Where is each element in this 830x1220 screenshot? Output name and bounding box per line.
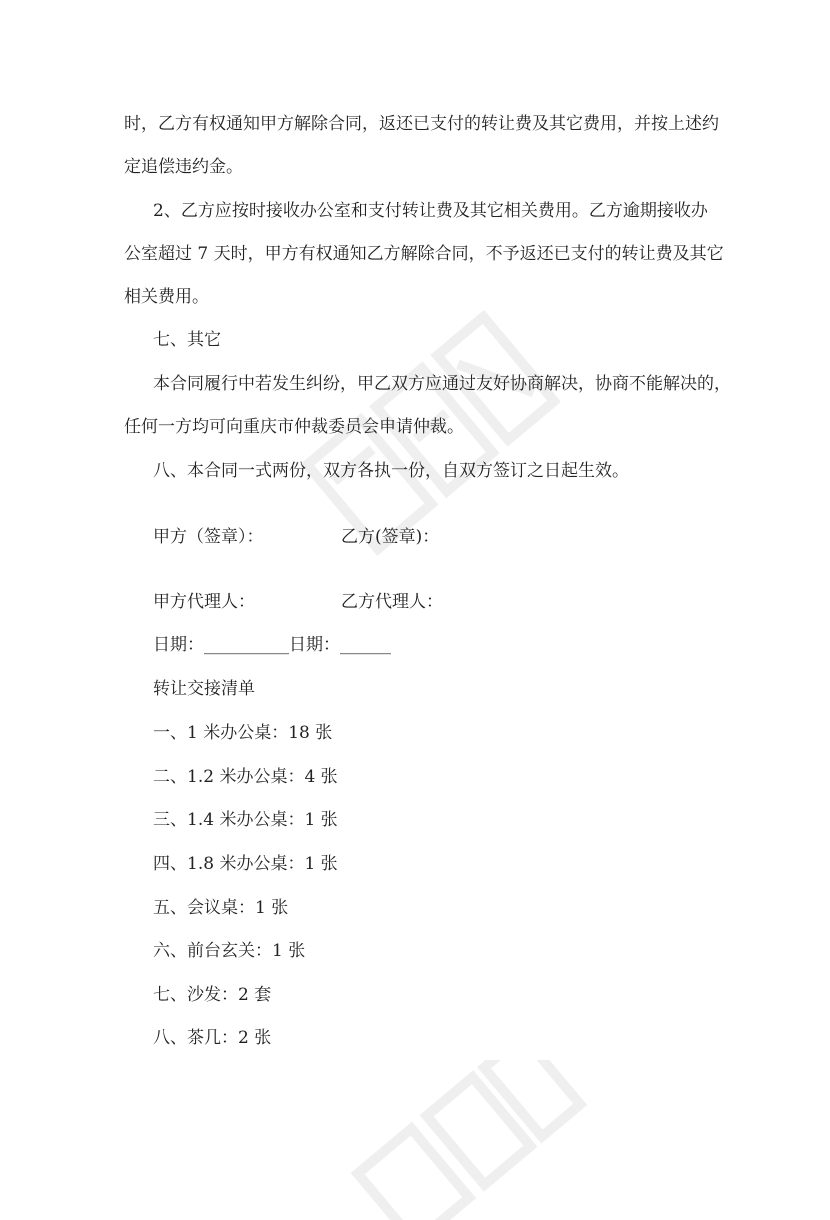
- party-b-seal-label: 乙方(签章)：: [341, 527, 440, 547]
- party-a-seal-label: 甲方（签章）：: [153, 527, 264, 547]
- paragraph-line: 2、乙方应按时接收办公室和支付转让费及其它相关费用。乙方逾期接收办: [153, 201, 708, 221]
- list-item: 一、1 米办公桌：18 张: [153, 723, 333, 743]
- watermark-icon: [330, 1060, 590, 1220]
- section-title: 七、其它: [153, 330, 221, 350]
- list-item: 五、会议桌：1 张: [153, 898, 289, 918]
- handover-list-title: 转让交接清单: [153, 679, 255, 699]
- list-item: 二、1.2 米办公桌：4 张: [153, 767, 338, 787]
- paragraph-line: 公室超过 7 天时，甲方有权通知乙方解除合同，不予返还已支付的转让费及其它: [124, 244, 724, 264]
- list-item: 六、前台玄关：1 张: [153, 941, 306, 961]
- list-item: 八、茶几：2 张: [153, 1028, 272, 1048]
- paragraph-line: 任何一方均可向重庆市仲裁委员会申请仲裁。: [124, 417, 464, 437]
- paragraph-line: 时，乙方有权通知甲方解除合同，返还已支付的转让费及其它费用，并按上述约: [124, 114, 719, 134]
- paragraph-line: 相关费用。: [124, 287, 209, 307]
- list-item: 四、1.8 米办公桌：1 张: [153, 854, 338, 874]
- list-item: 三、1.4 米办公桌：1 张: [153, 810, 338, 830]
- date-line: 日期：__________日期：______: [153, 635, 391, 655]
- party-b-agent-label: 乙方代理人：: [341, 592, 443, 612]
- list-item: 七、沙发：2 套: [153, 985, 272, 1005]
- paragraph-line: 八、本合同一式两份，双方各执一份，自双方签订之日起生效。: [153, 461, 629, 481]
- paragraph-line: 定追偿违约金。: [124, 157, 243, 177]
- paragraph-line: 本合同履行中若发生纠纷，甲乙双方应通过友好协商解决，协商不能解决的，: [153, 374, 731, 394]
- agent-row: [153, 590, 753, 614]
- signature-row: [153, 525, 753, 549]
- party-a-agent-label: 甲方代理人：: [153, 592, 255, 612]
